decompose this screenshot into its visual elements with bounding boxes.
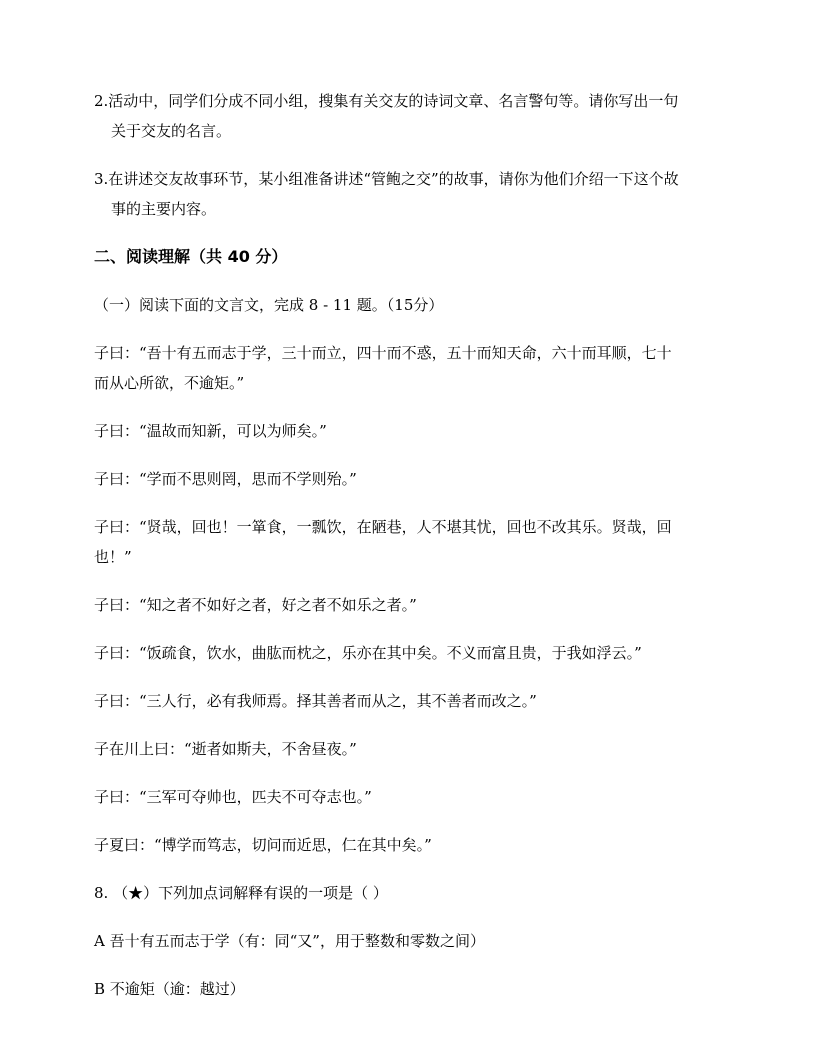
question-2 [94,86,724,146]
passage-10: 子夏曰：“博学而笃志，切问而近思，仁在其中矣。” [94,836,432,854]
question-8-option-b: B 不逾矩（逾：越过） [94,980,245,998]
passage-line: 而从心所欲，不逾矩。” [94,374,245,392]
passage-2: 子曰：“温故而知新，可以为师矣。” [94,422,327,440]
passage-6: 子曰：“饭疏食，饮水，曲肱而枕之，乐亦在其中矣。不义而富且贵，于我如浮云。” [94,644,642,662]
passage-9: 子曰：“三军可夺帅也，匹夫不可夺志也。” [94,788,372,806]
passage-5: 子曰：“知之者不如好之者，好之者不如乐之者。” [94,596,417,614]
passage-7: 子曰：“三人行，必有我师焉。择其善者而从之，其不善者而改之。” [94,692,537,710]
passage-line: 子曰：“吾十有五而志于学，三十而立，四十而不惑，五十而知天命，六十而耳顺，七十 [94,344,672,362]
passage-3: 子曰：“学而不思则罔，思而不学则殆。” [94,470,357,488]
passage-line: 也！” [94,548,132,566]
question-3-line-2: 事的主要内容。 [111,200,217,218]
document-page [94,86,724,1004]
passage-4 [94,512,724,572]
question-8-stem: 8. （★）下列加点词解释有误的一项是（ ） [94,884,388,902]
question-2-line-2: 关于交友的名言。 [111,122,232,140]
question-8-option-a: A 吾十有五而志于学（有：同“又”，用于整数和零数之间） [94,932,485,950]
question-2-line-1: 2.活动中，同学们分成不同小组，搜集有关交友的诗词文章、名言警句等。请你写出一句 [94,92,679,110]
subsection-heading: （一）阅读下面的文言文，完成 8 - 11 题。（15分） [94,296,444,314]
question-3-line-1: 3.在讲述交友故事环节，某小组准备讲述“管鲍之交”的故事，请你为他们介绍一下这个故 [94,170,679,188]
passage-line: 子曰：“贤哉，回也！一箪食，一瓢饮，在陋巷，人不堪其忧，回也不改其乐。贤哉，回 [94,518,672,536]
section-heading: 二、阅读理解（共 40 分） [94,247,288,266]
passage-1 [94,338,724,398]
passage-8: 子在川上曰：“逝者如斯夫，不舍昼夜。” [94,740,357,758]
question-3 [94,164,724,224]
